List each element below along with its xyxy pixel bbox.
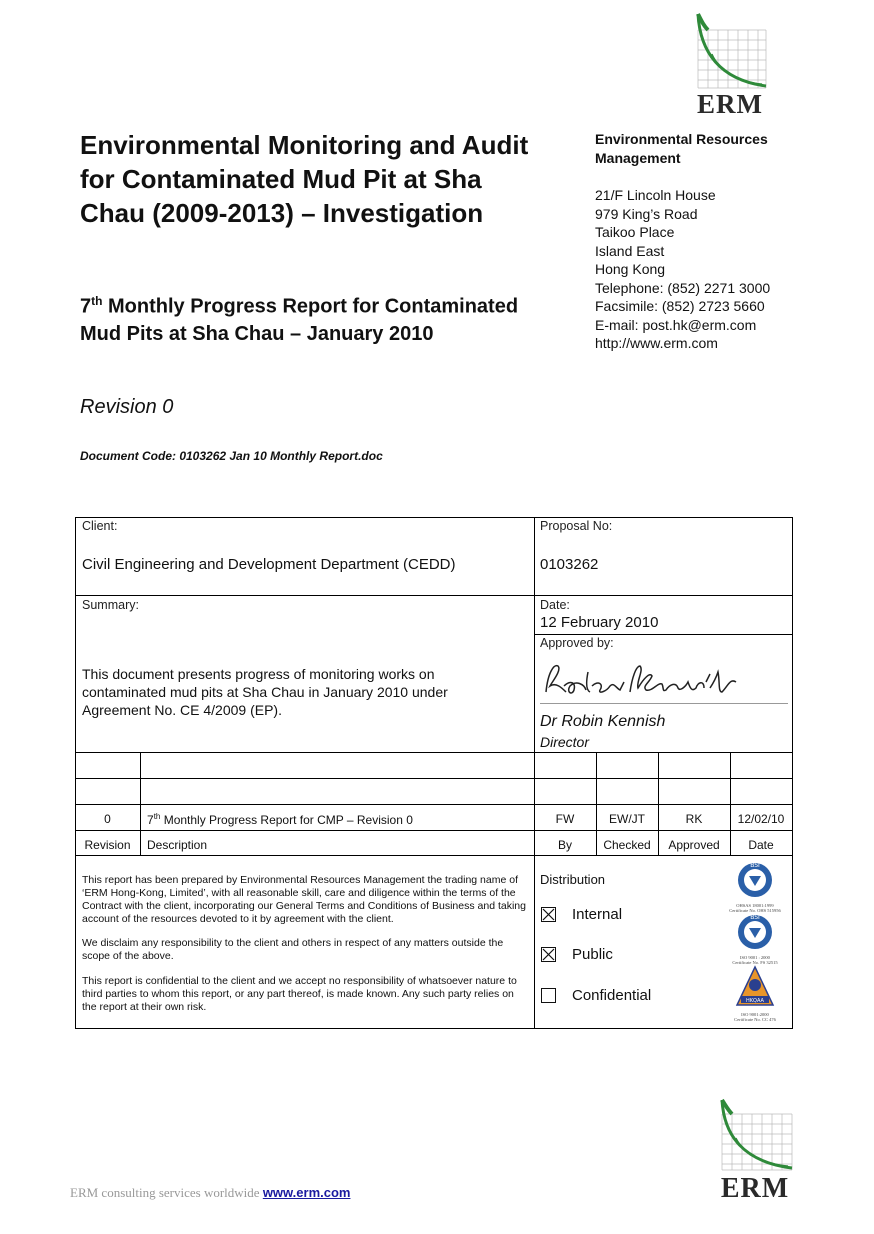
erm-logo-mark-icon (714, 1098, 796, 1172)
address-line: 979 King’s Road (595, 205, 698, 222)
cert-line: ISO 9001 : 2000 (740, 955, 770, 960)
summary-label: Summary: (82, 598, 139, 612)
company-address (595, 186, 855, 353)
internal-checkbox[interactable] (541, 907, 556, 922)
rev-number: 0 (104, 812, 111, 826)
header-revision: Revision (84, 838, 131, 852)
date-value: 12 February 2010 (540, 614, 659, 631)
date-label: Date: (540, 598, 570, 612)
proposal-value: 0103262 (540, 556, 599, 573)
bsi-badge-icon (736, 912, 774, 950)
header-date: Date (748, 838, 774, 852)
address-line: Hong Kong (595, 261, 666, 277)
erm-logo-text: ERM (697, 89, 763, 119)
cert-line: ISO 9001:2000 (741, 1012, 769, 1017)
internal-label: Internal (572, 906, 623, 923)
public-checkbox[interactable] (541, 947, 556, 962)
header-description: Description (147, 838, 208, 852)
facsimile: Facsimile: (852) 2723 5660 (595, 298, 765, 314)
header-by: By (557, 838, 572, 852)
svg-text:HKQAA: HKQAA (746, 998, 764, 1004)
cert-badge-iso9001-bsi (720, 912, 790, 965)
address-line: 21/F Lincoln House (595, 187, 716, 203)
subtitle-ordinal-suffix: th (91, 294, 103, 308)
footer-link[interactable]: www.erm.com (262, 1185, 351, 1200)
svg-text:BSI: BSI (750, 914, 760, 921)
approved-by-label: Approved by: (540, 636, 614, 650)
header-approved: Approved (668, 838, 720, 852)
cert-badge-hkqaa (720, 965, 790, 1022)
bsi-badge-icon (736, 860, 774, 898)
confidential-checkbox[interactable] (541, 988, 556, 1003)
document-subtitle (80, 288, 520, 348)
cert-line: Certificate No. OHS 515956 (729, 908, 781, 913)
subtitle-rest: Monthly Progress Report for Contaminated Mud Pits at Sha Chau – January 2010 (80, 295, 519, 345)
signature (540, 652, 790, 704)
header-checked: Checked (603, 838, 651, 852)
approver-name: Dr Robin Kennish (540, 713, 666, 730)
rev-checked: EW/JT (609, 812, 645, 826)
check-x-icon (542, 948, 555, 961)
footer (70, 1185, 350, 1201)
cert-line: Certificate No. FS 32515 (732, 960, 778, 965)
erm-logo-mark-icon (690, 12, 770, 90)
revision-label: Revision 0 (80, 396, 174, 418)
hkqaa-badge-icon (735, 965, 775, 1007)
approver-title: Director (540, 734, 590, 750)
email: E-mail: post.hk@erm.com (595, 316, 757, 333)
cert-line: OHSAS 18001:1999 (736, 903, 774, 908)
address-line: Island East (595, 242, 665, 259)
rev-date: 12/02/10 (737, 812, 785, 826)
erm-logo-bottom (714, 1098, 796, 1202)
disclaimer-paragraph-1: This report has been prepared by Environmental Resources Management the trading name of ‘ERM Hong-Kong, Limited’, with all reasonable skill, care and diligence within the terms of the Contract with the client, incorporating our General Terms and Conditions of Business and taking account of the resources devoted to it by agreement with the client. (82, 874, 526, 925)
rev-desc-suffix: th (153, 812, 161, 821)
document-title: Environmental Monitoring and Audit for Contaminated Mud Pit at Sha Chau (2009-2013) – Investigation (80, 130, 529, 228)
public-label: Public (572, 946, 613, 963)
client-value: Civil Engineering and Development Department (CEDD) (82, 556, 456, 573)
proposal-label: Proposal No: (540, 519, 613, 533)
cert-line: Certificate No. CC 476 (734, 1017, 776, 1022)
signature-line (540, 703, 788, 704)
erm-logo-top (690, 12, 770, 119)
disclaimer-paragraph-3: This report is confidential to the client and we accept no responsibility of whatsoever nature to third parties to whom this report, or any part thereof, is made known. Any such party relies on the report at their own risk. (82, 975, 517, 1013)
website: http://www.erm.com (595, 335, 718, 351)
check-x-icon (542, 908, 555, 921)
disclaimer-paragraph-2: We disclaim any responsibility to the client and others in respect of any matters outside the scope of the above. (82, 937, 504, 962)
rev-approved: RK (685, 812, 703, 826)
cert-badge-ohsas (720, 860, 790, 913)
rev-desc-rest: Monthly Progress Report for CMP – Revision 0 (160, 813, 413, 827)
document-code: Document Code: 0103262 Jan 10 Monthly Report.doc (80, 449, 383, 463)
company-name: Environmental Resources Management (595, 131, 768, 166)
address-line: Taikoo Place (595, 224, 675, 240)
distribution-label: Distribution (540, 872, 606, 887)
telephone: Telephone: (852) 2271 3000 (595, 279, 771, 296)
confidential-label: Confidential (572, 987, 652, 1004)
footer-text: ERM consulting services worldwide (70, 1185, 263, 1200)
rev-description (147, 812, 413, 827)
rev-by: FW (555, 812, 575, 826)
erm-logo-text: ERM (720, 1173, 790, 1204)
client-label: Client: (82, 519, 118, 533)
signature-icon (540, 652, 790, 704)
svg-text:BSI: BSI (750, 862, 760, 869)
summary-text: This document presents progress of monitoring works on contaminated mud pits at Sha Chau in January 2010 under Agreement No. CE 4/2009 (EP). (82, 666, 448, 718)
subtitle-ordinal: 7 (80, 295, 92, 318)
rev-desc-ordinal: 7 (147, 813, 154, 827)
